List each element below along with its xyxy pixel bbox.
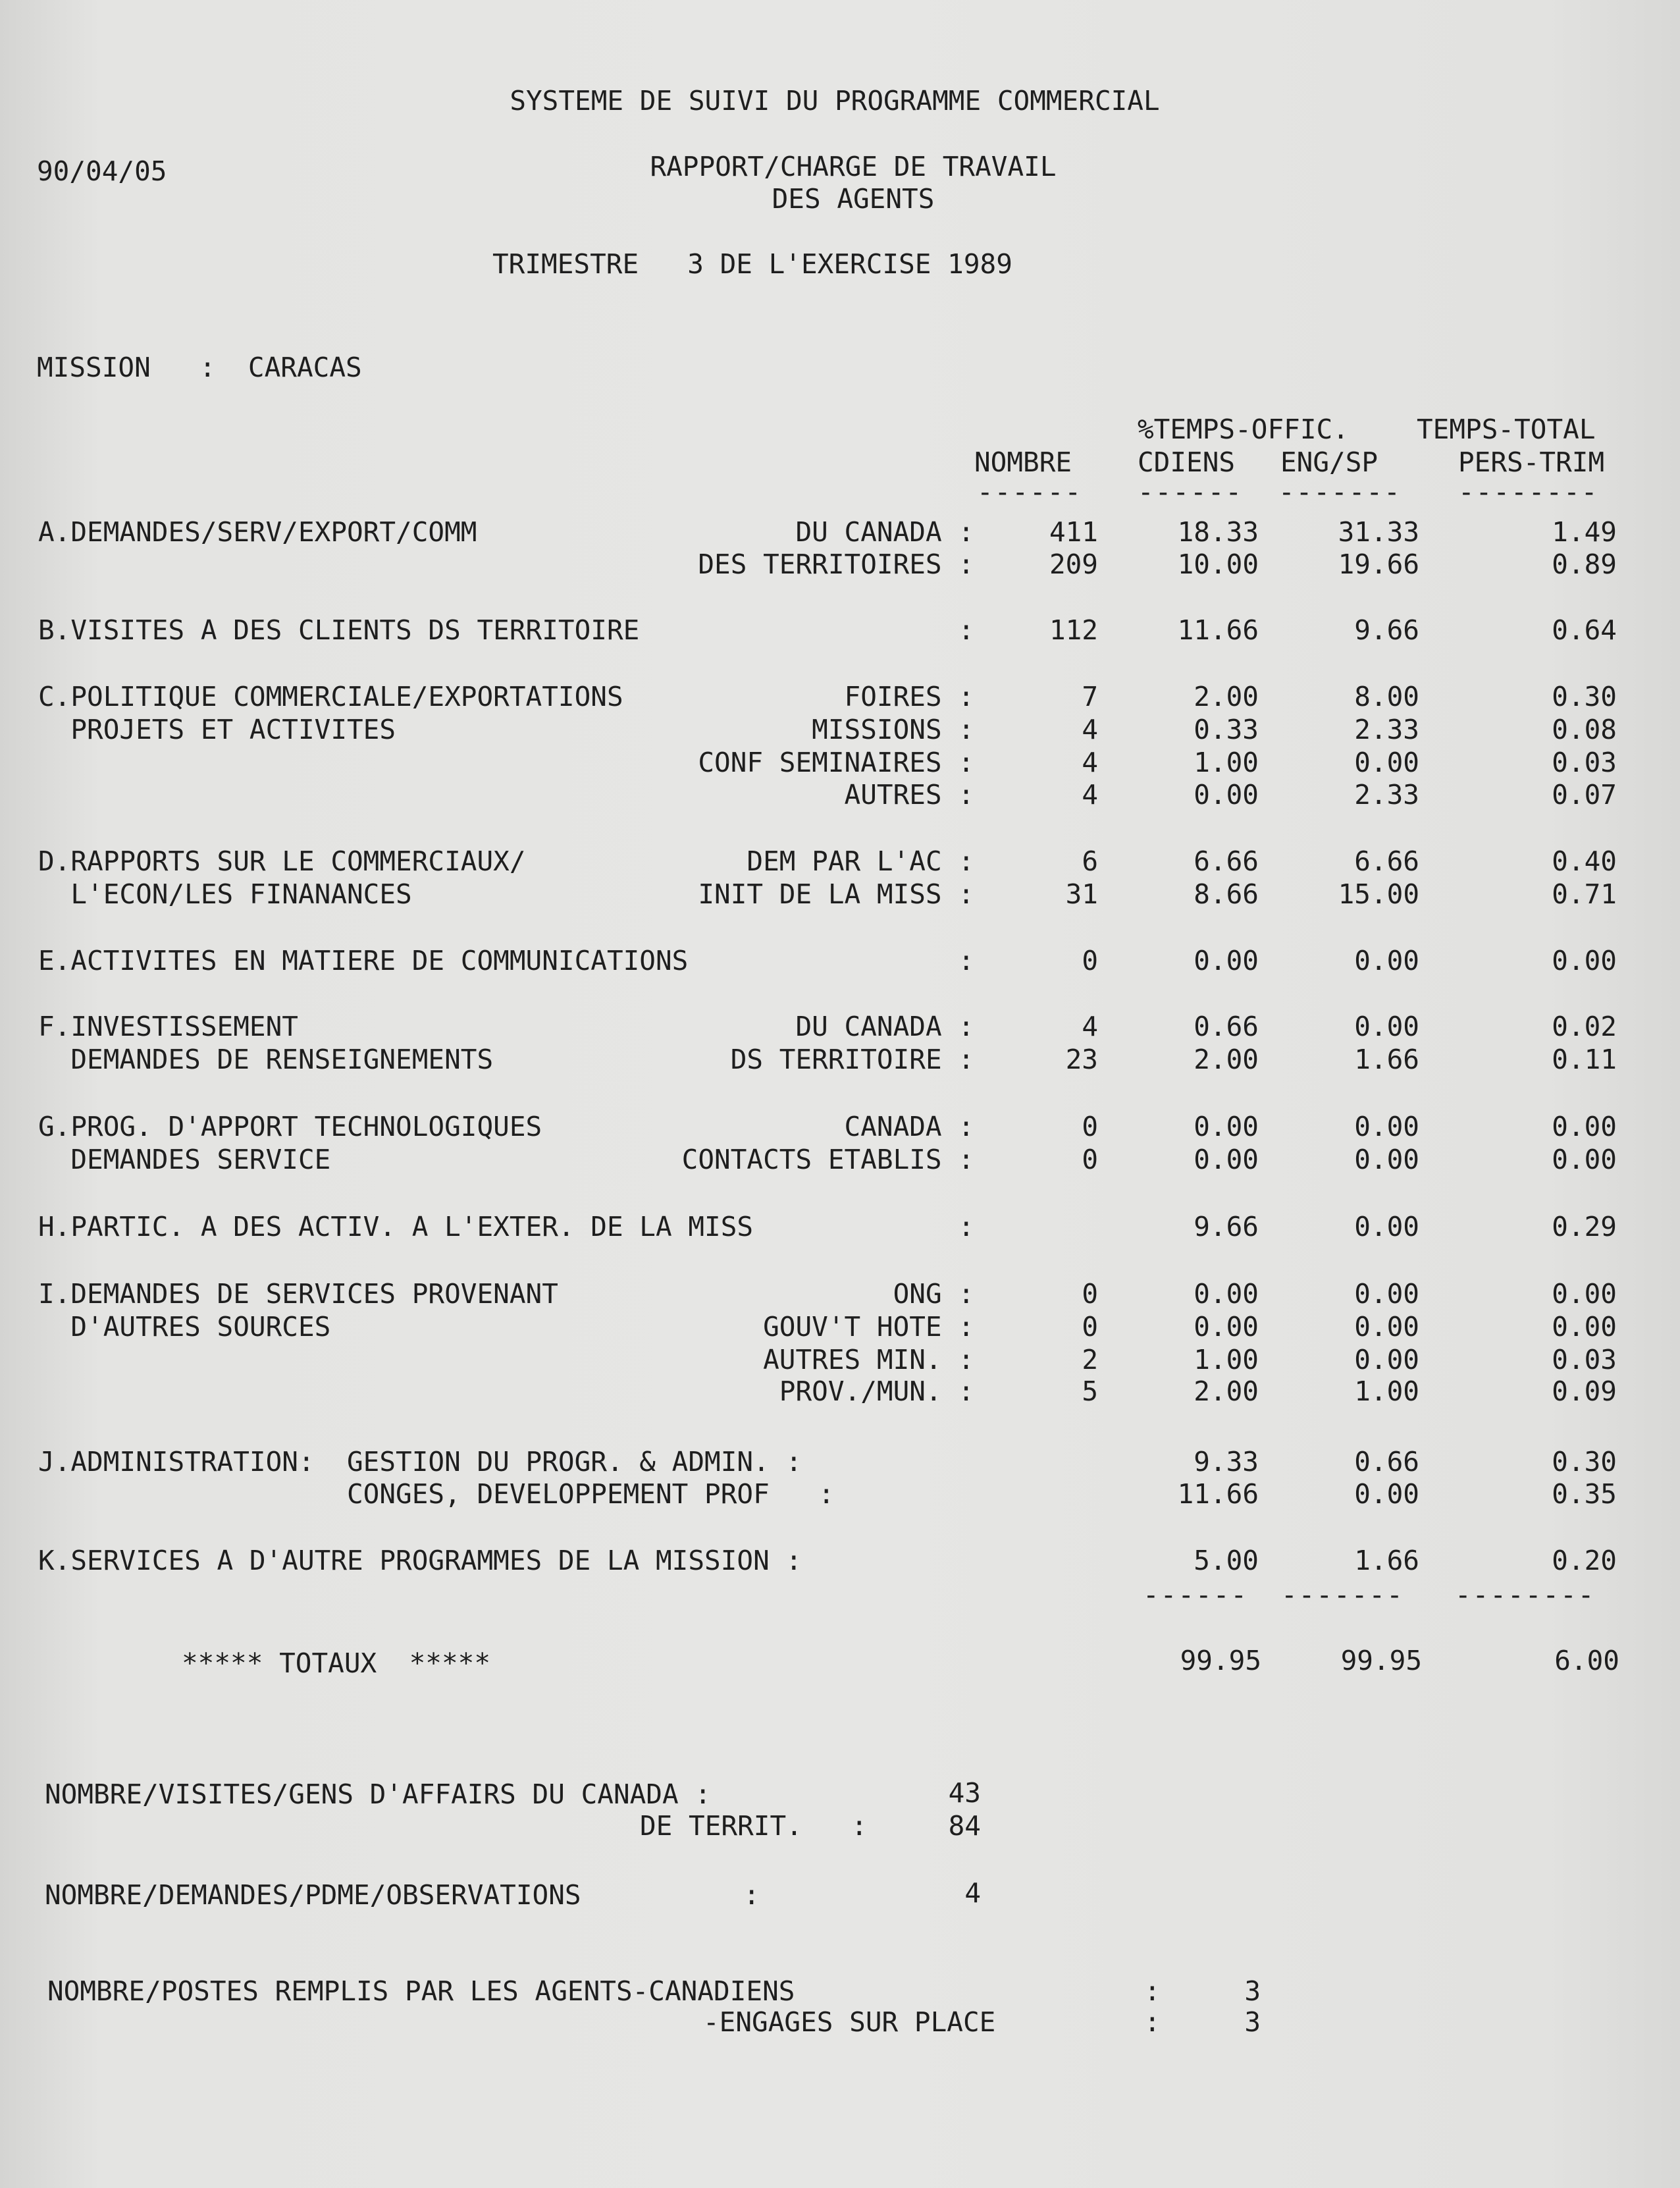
row-sublabel: CONF SEMINAIRES : — [698, 747, 974, 778]
cell-cdiens: 2.00 — [1194, 1375, 1259, 1407]
col-rule-pers-trim: -------- — [1458, 476, 1599, 508]
row-label: D'AUTRES SOURCES — [38, 1311, 331, 1343]
cell-eng-sp: 0.00 — [1354, 1144, 1419, 1175]
visites-canada-value: 43 — [948, 1777, 981, 1809]
cell-cdiens: 5.00 — [1194, 1545, 1259, 1576]
quarter-title: TRIMESTRE 3 DE L'EXERCISE 1989 — [492, 248, 1012, 280]
visites-territ-label: DE TERRIT. : — [640, 1810, 868, 1842]
report-title: RAPPORT/CHARGE DE TRAVAIL — [650, 151, 1057, 182]
cell-nombre: 0 — [1082, 1278, 1098, 1310]
cell-eng-sp: 1.66 — [1354, 1044, 1419, 1075]
cell-nombre: 0 — [1082, 945, 1098, 976]
cell-eng-sp: 15.00 — [1338, 878, 1419, 910]
row-sublabel: FOIRES : — [844, 681, 974, 712]
col-header-nombre: NOMBRE — [974, 446, 1072, 478]
cell-nombre: 4 — [1082, 779, 1098, 811]
cell-pers-trim: 0.11 — [1552, 1044, 1617, 1075]
row-label: PROJETS ET ACTIVITES — [38, 714, 396, 745]
row-sublabel: : — [958, 1211, 974, 1242]
col-header-eng-sp: ENG/SP — [1280, 446, 1378, 478]
postes-canadiens-label: NOMBRE/POSTES REMPLIS PAR LES AGENTS-CANADIENS — [47, 1975, 795, 2007]
cell-eng-sp: 0.66 — [1354, 1446, 1419, 1478]
row-sublabel: : — [958, 945, 974, 976]
cell-cdiens: 0.00 — [1194, 779, 1259, 811]
engages-value: 3 — [1244, 2006, 1261, 2038]
col-rule-eng-sp: ------- — [1278, 476, 1402, 508]
pdme-label: NOMBRE/DEMANDES/PDME/OBSERVATIONS : — [45, 1879, 760, 1911]
cell-eng-sp: 0.00 — [1354, 1111, 1419, 1142]
row-label: I.DEMANDES DE SERVICES PROVENANT — [38, 1278, 558, 1310]
row-label: C.POLITIQUE COMMERCIALE/EXPORTATIONS — [38, 681, 623, 712]
cell-nombre: 0 — [1082, 1111, 1098, 1142]
cell-nombre: 0 — [1082, 1311, 1098, 1343]
mission-label: MISSION : CARACAS — [37, 352, 362, 383]
cell-eng-sp: 0.00 — [1354, 1311, 1419, 1343]
cell-nombre: 411 — [1049, 516, 1098, 548]
cell-nombre: 4 — [1082, 1011, 1098, 1042]
row-label: H.PARTIC. A DES ACTIV. A L'EXTER. DE LA MISS — [38, 1211, 754, 1242]
cell-eng-sp: 2.33 — [1354, 714, 1419, 745]
cell-nombre: 23 — [1065, 1044, 1098, 1075]
cell-cdiens: 0.00 — [1194, 1111, 1259, 1142]
row-sublabel: AUTRES MIN. : — [763, 1344, 974, 1375]
total-rule-cdiens: ------ — [1143, 1579, 1249, 1611]
cell-pers-trim: 0.03 — [1552, 1344, 1617, 1375]
cell-cdiens: 1.00 — [1194, 1344, 1259, 1375]
row-sublabel: GOUV'T HOTE : — [763, 1311, 974, 1343]
cell-pers-trim: 0.40 — [1552, 845, 1617, 877]
cell-cdiens: 0.00 — [1194, 1278, 1259, 1310]
cell-pers-trim: 0.03 — [1552, 747, 1617, 778]
cell-pers-trim: 0.89 — [1552, 548, 1617, 580]
row-sublabel: DU CANADA : — [795, 516, 974, 548]
cell-cdiens: 0.33 — [1194, 714, 1259, 745]
cell-cdiens: 0.66 — [1194, 1011, 1259, 1042]
postes-canadiens-colon: : — [1144, 1975, 1161, 2007]
cell-cdiens: 9.66 — [1194, 1211, 1259, 1242]
cell-eng-sp: 31.33 — [1338, 516, 1419, 548]
cell-nombre: 4 — [1082, 747, 1098, 778]
row-sublabel: AUTRES : — [844, 779, 974, 811]
cell-nombre: 7 — [1082, 681, 1098, 712]
row-label: D.RAPPORTS SUR LE COMMERCIAUX/ — [38, 845, 526, 877]
cell-cdiens: 8.66 — [1194, 878, 1259, 910]
row-sublabel: CONTACTS ETABLIS : — [681, 1144, 974, 1175]
cell-pers-trim: 0.00 — [1552, 1111, 1617, 1142]
cell-eng-sp: 0.00 — [1354, 1211, 1419, 1242]
total-cdiens: 99.95 — [1180, 1645, 1261, 1676]
total-eng-sp: 99.95 — [1340, 1645, 1422, 1676]
cell-eng-sp: 0.00 — [1354, 1278, 1419, 1310]
cell-cdiens: 0.00 — [1194, 1311, 1259, 1343]
cell-nombre: 2 — [1082, 1344, 1098, 1375]
col-header-temps-total: TEMPS-TOTAL — [1417, 414, 1596, 445]
postes-canadiens-value: 3 — [1244, 1975, 1261, 2007]
col-rule-cdiens: ------ — [1138, 476, 1244, 508]
cell-pers-trim: 1.49 — [1552, 516, 1617, 548]
cell-nombre: 6 — [1082, 845, 1098, 877]
row-label: K.SERVICES A D'AUTRE PROGRAMMES DE LA MISSION : — [38, 1545, 802, 1576]
cell-cdiens: 6.66 — [1194, 845, 1259, 877]
row-label: B.VISITES A DES CLIENTS DS TERRITOIRE — [38, 614, 640, 646]
totals-label: ***** TOTAUX ***** — [182, 1647, 490, 1679]
cell-eng-sp: 0.00 — [1354, 1478, 1419, 1510]
row-label: L'ECON/LES FINANANCES — [38, 878, 412, 910]
cell-cdiens: 11.66 — [1177, 1478, 1259, 1510]
row-sublabel: DS TERRITOIRE : — [730, 1044, 974, 1075]
row-sublabel: PROV./MUN. : — [779, 1375, 974, 1407]
cell-cdiens: 9.33 — [1194, 1446, 1259, 1478]
row-sublabel: DES TERRITOIRES : — [698, 548, 974, 580]
row-sublabel: CANADA : — [844, 1111, 974, 1142]
cell-eng-sp: 6.66 — [1354, 845, 1419, 877]
cell-eng-sp: 8.00 — [1354, 681, 1419, 712]
visites-canada-label: NOMBRE/VISITES/GENS D'AFFAIRS DU CANADA : — [45, 1778, 712, 1810]
cell-cdiens: 2.00 — [1194, 681, 1259, 712]
row-sublabel: INIT DE LA MISS : — [698, 878, 974, 910]
system-title: SYSTEME DE SUIVI DU PROGRAMME COMMERCIAL — [510, 85, 1160, 117]
cell-eng-sp: 0.00 — [1354, 1011, 1419, 1042]
visites-territ-value: 84 — [948, 1810, 981, 1842]
total-rule-eng-sp: ------- — [1281, 1579, 1404, 1611]
row-sublabel: ONG : — [893, 1278, 974, 1310]
row-label: DEMANDES SERVICE — [38, 1144, 331, 1175]
cell-eng-sp: 0.00 — [1354, 1344, 1419, 1375]
col-rule-nombre: ------ — [977, 476, 1083, 508]
cell-eng-sp: 9.66 — [1354, 614, 1419, 646]
cell-cdiens: 0.00 — [1194, 1144, 1259, 1175]
cell-cdiens: 11.66 — [1177, 614, 1259, 646]
cell-eng-sp: 0.00 — [1354, 945, 1419, 976]
engages-label: -ENGAGES SUR PLACE — [703, 2006, 996, 2038]
row-sublabel: : — [958, 614, 974, 646]
cell-nombre: 0 — [1082, 1144, 1098, 1175]
total-rule-pers-trim: -------- — [1455, 1579, 1596, 1611]
row-label: G.PROG. D'APPORT TECHNOLOGIQUES — [38, 1111, 542, 1142]
cell-nombre: 112 — [1049, 614, 1098, 646]
cell-cdiens: 1.00 — [1194, 747, 1259, 778]
cell-nombre: 31 — [1065, 878, 1098, 910]
col-header-cdiens: CDIENS — [1138, 446, 1236, 478]
cell-nombre: 4 — [1082, 714, 1098, 745]
row-label: CONGES, DEVELOPPEMENT PROF : — [38, 1478, 835, 1510]
report-title-line2: DES AGENTS — [772, 183, 935, 215]
cell-pers-trim: 0.02 — [1552, 1011, 1617, 1042]
cell-pers-trim: 0.00 — [1552, 945, 1617, 976]
row-sublabel: MISSIONS : — [812, 714, 974, 745]
row-label: J.ADMINISTRATION: GESTION DU PROGR. & ADMIN. : — [38, 1446, 802, 1478]
cell-pers-trim: 0.29 — [1552, 1211, 1617, 1242]
row-label: E.ACTIVITES EN MATIERE DE COMMUNICATIONS — [38, 945, 689, 976]
cell-pers-trim: 0.09 — [1552, 1375, 1617, 1407]
col-header-temps-offic: %TEMPS-OFFIC. — [1138, 414, 1349, 445]
cell-cdiens: 2.00 — [1194, 1044, 1259, 1075]
row-label: F.INVESTISSEMENT — [38, 1011, 298, 1042]
row-sublabel: DEM PAR L'AC : — [747, 845, 974, 877]
cell-cdiens: 0.00 — [1194, 945, 1259, 976]
cell-pers-trim: 0.71 — [1552, 878, 1617, 910]
row-label: A.DEMANDES/SERV/EXPORT/COMM — [38, 516, 477, 548]
row-label: DEMANDES DE RENSEIGNEMENTS — [38, 1044, 494, 1075]
report-date: 90/04/05 — [37, 155, 167, 187]
cell-eng-sp: 19.66 — [1338, 548, 1419, 580]
cell-pers-trim: 0.20 — [1552, 1545, 1617, 1576]
cell-nombre: 209 — [1049, 548, 1098, 580]
cell-eng-sp: 1.00 — [1354, 1375, 1419, 1407]
pdme-value: 4 — [964, 1877, 981, 1909]
cell-pers-trim: 0.64 — [1552, 614, 1617, 646]
row-sublabel: DU CANADA : — [795, 1011, 974, 1042]
cell-eng-sp: 1.66 — [1354, 1545, 1419, 1576]
cell-pers-trim: 0.00 — [1552, 1144, 1617, 1175]
cell-pers-trim: 0.00 — [1552, 1311, 1617, 1343]
cell-pers-trim: 0.00 — [1552, 1278, 1617, 1310]
cell-cdiens: 10.00 — [1177, 548, 1259, 580]
total-pers-trim: 6.00 — [1554, 1645, 1619, 1676]
cell-pers-trim: 0.07 — [1552, 779, 1617, 811]
cell-pers-trim: 0.30 — [1552, 1446, 1617, 1478]
cell-pers-trim: 0.35 — [1552, 1478, 1617, 1510]
cell-pers-trim: 0.30 — [1552, 681, 1617, 712]
col-header-pers-trim: PERS-TRIM — [1458, 446, 1605, 478]
cell-nombre: 5 — [1082, 1375, 1098, 1407]
engages-colon: : — [1144, 2006, 1161, 2038]
cell-cdiens: 18.33 — [1177, 516, 1259, 548]
cell-eng-sp: 2.33 — [1354, 779, 1419, 811]
cell-pers-trim: 0.08 — [1552, 714, 1617, 745]
cell-eng-sp: 0.00 — [1354, 747, 1419, 778]
